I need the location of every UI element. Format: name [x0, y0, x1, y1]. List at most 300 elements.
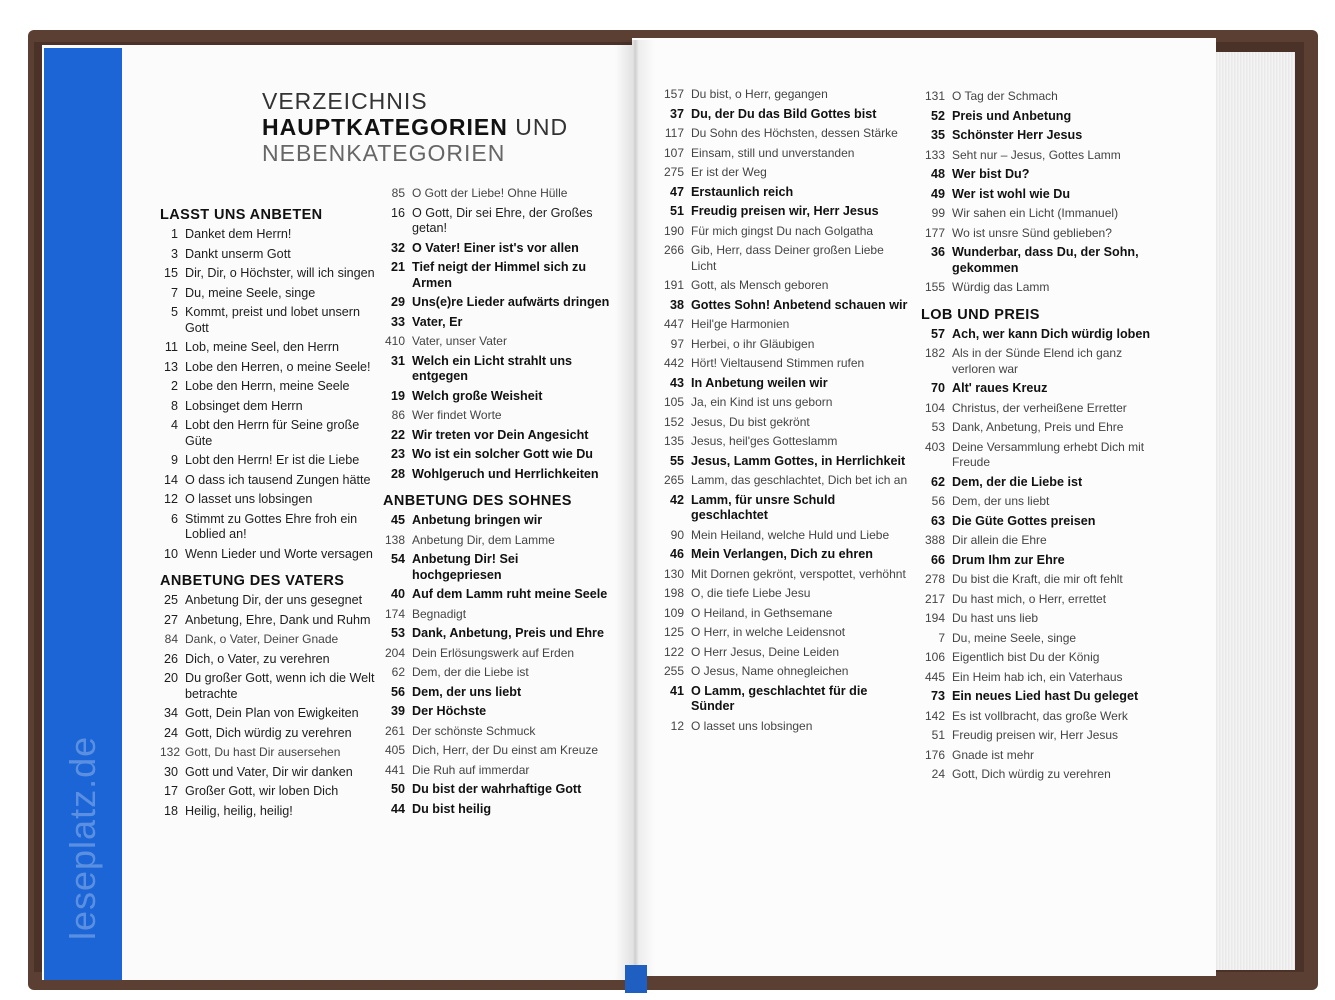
index-entry — [383, 315, 611, 331]
entry-number: 106 — [924, 650, 945, 664]
entry-number: 16 — [390, 205, 405, 220]
index-entry — [160, 492, 375, 508]
index-entry — [160, 512, 375, 543]
index-entry — [662, 664, 910, 680]
entry-number: 255 — [663, 664, 684, 678]
entry-title: Du großer Gott, wenn ich die Welt betrachte — [185, 671, 375, 701]
entry-title: Lob, meine Seel, den Herrn — [185, 340, 340, 354]
entry-title: Hört! Vieltausend Stimmen rufen — [691, 356, 865, 370]
index-entry — [383, 334, 611, 350]
entry-title: Eigentlich bist Du der König — [952, 650, 1100, 664]
index-entry — [383, 743, 611, 759]
entry-title: O lasset uns lobsingen — [691, 718, 813, 733]
entry-number: 9 — [170, 453, 178, 467]
entry-title: Ja, ein Kind ist uns geborn — [691, 395, 833, 409]
entry-title: Drum Ihm zur Ehre — [952, 552, 1065, 567]
entry-number: 405 — [384, 743, 405, 757]
entry-number: 445 — [924, 669, 945, 684]
entry-number: 204 — [384, 645, 405, 660]
index-entry — [921, 709, 1157, 725]
entry-title: Dich, Herr, der Du einst am Kreuze — [412, 743, 599, 757]
entry-number: 388 — [924, 533, 945, 547]
entry-number: 4 — [170, 418, 178, 432]
entry-number: 32 — [390, 240, 405, 255]
entry-number: 70 — [930, 381, 945, 395]
index-entry — [383, 467, 611, 483]
entry-title: Ein neues Lied hast Du geleget — [952, 689, 1139, 703]
entry-title: Wo ist unsre Sünd geblieben? — [952, 225, 1112, 240]
entry-number: 85 — [391, 186, 405, 200]
entry-title: Dem, der die Liebe ist — [412, 665, 529, 679]
index-entry — [921, 128, 1157, 144]
index-entry — [921, 109, 1157, 125]
index-entry — [383, 802, 611, 818]
index-entry — [921, 494, 1157, 510]
index-entry — [921, 611, 1157, 627]
index-entry — [662, 298, 910, 314]
entry-number: 21 — [390, 260, 405, 274]
entry-title: Dem, der uns liebt — [952, 494, 1050, 508]
entry-title: Stimmt zu Gottes Ehre froh ein Loblied an! — [185, 511, 358, 541]
index-entry — [383, 626, 611, 642]
entry-number: 51 — [669, 204, 684, 218]
entry-title: Dein Erlösungswerk auf Erden — [412, 645, 575, 660]
index-entry — [160, 266, 375, 282]
entry-title: Mein Verlangen, Dich zu ehren — [691, 547, 873, 561]
entry-title: Dankt unserm Gott — [185, 246, 291, 261]
index-entry — [662, 719, 910, 735]
index-column-4 — [921, 86, 1157, 787]
entry-number: 53 — [390, 626, 405, 640]
index-entry — [662, 165, 910, 181]
index-entry — [662, 684, 910, 715]
index-entry — [662, 376, 910, 392]
index-entry — [921, 670, 1157, 686]
entry-title: Dem, der uns liebt — [412, 684, 522, 699]
index-entry — [662, 107, 910, 123]
index-entry — [383, 763, 611, 779]
index-entry — [160, 247, 375, 263]
entry-title: Gott, Dein Plan von Ewigkeiten — [185, 706, 359, 720]
index-entry — [383, 447, 611, 463]
entry-number: 49 — [930, 186, 945, 201]
entry-number: 39 — [390, 704, 405, 718]
entry-number: 53 — [931, 420, 945, 434]
entry-number: 275 — [663, 165, 684, 179]
entry-number: 117 — [664, 126, 684, 140]
index-entry — [160, 547, 375, 563]
entry-number: 105 — [663, 395, 684, 409]
entry-number: 24 — [163, 725, 178, 740]
entry-title: O Jesus, Name ohnegleichen — [691, 664, 849, 678]
entry-title: O Tag der Schmach — [952, 89, 1058, 103]
index-entry — [921, 767, 1157, 783]
entry-number: 34 — [163, 706, 178, 720]
section-heading: ANBETUNG DES VATERS — [160, 573, 345, 589]
entry-title: Du, der Du das Bild Gottes bist — [691, 106, 877, 121]
entry-title: Jesus, Lamm Gottes, in Herrlichkeit — [691, 453, 906, 468]
entry-title: Es ist vollbracht, das große Werk — [952, 708, 1128, 723]
index-entry — [160, 418, 375, 449]
entry-number: 97 — [670, 336, 684, 351]
entry-number: 6 — [170, 511, 178, 526]
page-edges — [1205, 52, 1295, 970]
entry-title: Du hast uns lieb — [952, 611, 1039, 625]
entry-number: 19 — [390, 388, 405, 403]
entry-number: 194 — [924, 611, 945, 625]
entry-number: 26 — [163, 651, 178, 666]
index-entry — [160, 671, 375, 702]
entry-number: 90 — [670, 527, 684, 542]
entry-number: 130 — [663, 566, 684, 581]
entry-number: 86 — [391, 408, 405, 422]
entry-number: 55 — [669, 453, 684, 468]
entry-number: 15 — [163, 266, 178, 280]
index-column-1 — [160, 196, 375, 823]
entry-title: Lamm, für unsre Schuld geschlachtet — [691, 492, 836, 522]
entry-number: 3 — [170, 246, 178, 261]
entry-number: 36 — [930, 245, 945, 259]
title-line-3: NEBENKATEGORIEN — [262, 140, 506, 166]
entry-number: 135 — [663, 434, 684, 448]
entry-title: Herbei, o ihr Gläubigen — [691, 336, 815, 351]
entry-number: 37 — [669, 106, 684, 121]
index-entry — [383, 685, 611, 701]
entry-title: Anbetung Dir, dem Lamme — [412, 532, 555, 547]
entry-title: O, die tiefe Liebe Jesu — [691, 586, 811, 600]
entry-number: 23 — [390, 447, 405, 461]
index-entry — [160, 784, 375, 800]
entry-number: 138 — [384, 532, 405, 547]
entry-title: O Herr, in welche Leidensnot — [691, 625, 846, 639]
entry-number: 442 — [663, 356, 684, 370]
entry-title: Die Güte Gottes preisen — [952, 513, 1096, 528]
entry-number: 62 — [930, 474, 945, 489]
entry-title: Christus, der verheißene Erretter — [952, 400, 1127, 415]
index-entry — [383, 354, 611, 385]
entry-title: Ach, wer kann Dich würdig loben — [952, 326, 1151, 341]
entry-number: 35 — [930, 128, 945, 142]
entry-title: Dir, Dir, o Höchster, will ich singen — [185, 266, 375, 280]
entry-number: 182 — [924, 346, 945, 360]
entry-number: 46 — [669, 547, 684, 561]
entry-number: 410 — [384, 334, 405, 348]
entry-title: Schönster Herr Jesus — [952, 128, 1083, 142]
entry-title: Auf dem Lamm ruht meine Seele — [412, 587, 608, 601]
entry-number: 14 — [163, 472, 178, 487]
index-entry — [383, 646, 611, 662]
entry-title: Dank, Anbetung, Preis und Ehre — [412, 626, 604, 640]
index-entry — [383, 389, 611, 405]
entry-title: Wer findet Worte — [412, 408, 502, 422]
entry-title: Anbetung bringen wir — [412, 513, 543, 527]
entry-number: 10 — [163, 546, 178, 561]
entry-number: 174 — [384, 606, 405, 621]
index-entry — [662, 243, 910, 274]
entry-title: Dem, der die Liebe ist — [952, 474, 1083, 489]
index-entry — [383, 241, 611, 257]
entry-title: Gottes Sohn! Anbetend schauen wir — [691, 297, 908, 312]
entry-number: 54 — [390, 552, 405, 566]
entry-number: 265 — [663, 473, 684, 487]
section-heading: ANBETUNG DES SOHNES — [383, 493, 572, 509]
entry-title: Würdig das Lamm — [952, 280, 1050, 294]
index-entry — [383, 428, 611, 444]
entry-title: Heil'ge Harmonien — [691, 317, 790, 331]
index-entry — [921, 728, 1157, 744]
index-entry — [383, 607, 611, 623]
entry-number: 447 — [663, 317, 684, 331]
entry-number: 33 — [390, 314, 405, 329]
bookmark-ribbon — [625, 965, 647, 993]
entry-title: Gott und Vater, Dir wir danken — [185, 764, 353, 779]
entry-number: 25 — [163, 593, 178, 607]
entry-number: 131 — [924, 89, 945, 103]
entry-title: Dank, Anbetung, Preis und Ehre — [952, 420, 1124, 434]
entry-title: Dir allein die Ehre — [952, 533, 1047, 547]
index-entry — [662, 317, 910, 333]
entry-number: 40 — [390, 587, 405, 601]
index-entry — [662, 146, 910, 162]
index-entry — [662, 454, 910, 470]
entry-title: Du hast mich, o Herr, errettet — [952, 591, 1107, 606]
entry-number: 29 — [390, 295, 405, 309]
index-entry — [921, 440, 1157, 471]
index-entry — [160, 652, 375, 668]
index-entry — [921, 280, 1157, 296]
index-entry — [921, 401, 1157, 417]
index-entry — [160, 765, 375, 781]
entry-title: Wenn Lieder und Worte versagen — [185, 546, 373, 561]
entry-number: 266 — [663, 243, 684, 257]
entry-number: 41 — [669, 683, 684, 698]
index-entry — [160, 726, 375, 742]
entry-number: 7 — [170, 285, 178, 300]
title-rest: UND — [507, 114, 569, 140]
index-entry — [383, 533, 611, 549]
title-bold: HAUPTKATEGORIEN — [262, 114, 508, 140]
entry-number: 278 — [924, 572, 945, 586]
entry-number: 191 — [663, 278, 684, 292]
index-entry — [662, 278, 910, 294]
entry-number: 107 — [663, 145, 684, 160]
entry-title: Du Sohn des Höchsten, dessen Stärke — [691, 126, 898, 140]
entry-title: O Heiland, in Gethsemane — [691, 605, 833, 620]
entry-title: Du bist die Kraft, die mir oft fehlt — [952, 572, 1123, 586]
index-entry — [921, 346, 1157, 377]
entry-title: Du bist der wahrhaftige Gott — [412, 782, 582, 796]
entry-title: Er ist der Weg — [691, 165, 767, 179]
entry-title: Als in der Sünde Elend ich ganz verloren war — [952, 346, 1123, 376]
entry-title: Vater, unser Vater — [412, 334, 507, 348]
entry-title: O Vater! Einer ist's vor allen — [412, 240, 579, 255]
index-entry — [662, 126, 910, 142]
index-entry — [662, 204, 910, 220]
watermark: leseplatz.de — [62, 735, 103, 940]
index-entry — [383, 704, 611, 720]
index-entry — [921, 533, 1157, 549]
entry-number: 18 — [163, 803, 178, 818]
index-entry — [383, 206, 611, 237]
index-entry — [662, 567, 910, 583]
entry-title: Uns(e)re Lieder aufwärts dringen — [412, 295, 610, 309]
index-entry — [662, 493, 910, 524]
entry-number: 5 — [170, 305, 178, 319]
title-line-2 — [262, 114, 568, 140]
index-entry — [160, 453, 375, 469]
entry-title: Tief neigt der Himmel sich zu Armen — [412, 260, 587, 290]
index-entry — [160, 632, 375, 648]
index-entry — [921, 514, 1157, 530]
entry-title: Anbetung Dir! Sei hochgepriesen — [412, 552, 519, 582]
entry-title: Wer bist Du? — [952, 167, 1030, 181]
entry-number: 217 — [924, 591, 945, 606]
entry-title: Kommt, preist und lobet unsern Gott — [185, 305, 361, 335]
entry-number: 22 — [390, 427, 405, 442]
entry-number: 30 — [163, 764, 178, 779]
entry-title: Anbetung Dir, der uns gesegnet — [185, 593, 363, 607]
index-entry — [921, 420, 1157, 436]
index-entry — [383, 408, 611, 424]
entry-number: 52 — [930, 108, 945, 123]
index-entry — [921, 650, 1157, 666]
entry-title: O dass ich tausend Zungen hätte — [185, 472, 371, 487]
entry-title: Welch große Weisheit — [412, 388, 543, 403]
index-entry — [160, 305, 375, 336]
entry-number: 99 — [931, 206, 945, 220]
entry-title: Lobe den Herrn, meine Seele — [185, 379, 350, 393]
entry-title: Gnade ist mehr — [952, 747, 1035, 762]
entry-title: O Gott der Liebe! Ohne Hülle — [412, 186, 568, 200]
entry-number: 441 — [384, 762, 405, 777]
entry-number: 38 — [669, 297, 684, 312]
entry-title: Gott, Dich würdig zu verehren — [185, 725, 352, 740]
entry-title: Jesus, heil'ges Gotteslamm — [691, 434, 838, 448]
entry-number: 24 — [931, 767, 945, 781]
entry-number: 43 — [669, 375, 684, 390]
entry-title: Gott, Dich würdig zu verehren — [952, 767, 1111, 781]
index-entry — [160, 399, 375, 415]
index-entry — [662, 528, 910, 544]
entry-title: Danket dem Herrn! — [185, 227, 292, 241]
entry-title: Wir treten vor Dein Angesicht — [412, 427, 589, 442]
entry-number: 142 — [924, 708, 945, 723]
entry-number: 31 — [390, 353, 405, 368]
entry-number: 8 — [170, 398, 178, 413]
entry-number: 28 — [390, 466, 405, 481]
entry-title: O Herr Jesus, Deine Leiden — [691, 644, 840, 659]
index-entry — [383, 513, 611, 529]
index-entry — [383, 260, 611, 291]
index-column-3 — [662, 84, 910, 738]
index-entry — [921, 592, 1157, 608]
entry-number: 152 — [663, 414, 684, 429]
index-entry — [921, 689, 1157, 705]
entry-title: Lobt den Herrn! Er ist die Liebe — [185, 453, 360, 467]
entry-number: 190 — [663, 223, 684, 238]
entry-title: Deine Versammlung erhebt Dich mit Freude — [952, 439, 1145, 469]
index-entry — [160, 706, 375, 722]
entry-number: 198 — [663, 586, 684, 600]
entry-title: Für mich gingst Du nach Golgatha — [691, 223, 874, 238]
entry-number: 84 — [164, 632, 178, 646]
index-entry — [383, 724, 611, 740]
entry-title: Wer ist wohl wie Du — [952, 186, 1071, 201]
entry-title: Erstaunlich reich — [691, 184, 794, 199]
entry-number: 48 — [930, 167, 945, 181]
entry-number: 12 — [670, 718, 684, 733]
index-entry — [160, 613, 375, 629]
entry-title: Lobe den Herren, o meine Seele! — [185, 359, 371, 374]
entry-title: Welch ein Licht strahlt uns entgegen — [412, 353, 573, 383]
index-entry — [383, 665, 611, 681]
entry-number: 62 — [391, 665, 405, 679]
entry-number: 11 — [164, 340, 178, 354]
index-entry — [662, 395, 910, 411]
index-entry — [662, 224, 910, 240]
index-entry — [383, 186, 611, 202]
index-entry — [921, 187, 1157, 203]
index-entry — [921, 553, 1157, 569]
entry-title: Begnadigt — [412, 606, 467, 621]
entry-number: 157 — [663, 87, 684, 101]
entry-title: Alt' raues Kreuz — [952, 381, 1048, 395]
entry-number: 7 — [938, 630, 945, 645]
index-entry — [160, 379, 375, 395]
index-entry — [662, 606, 910, 622]
index-entry — [662, 645, 910, 661]
entry-title: Du bist heilig — [412, 801, 492, 816]
entry-number: 1 — [170, 227, 178, 241]
index-entry — [662, 586, 910, 602]
index-entry — [921, 226, 1157, 242]
entry-number: 51 — [931, 728, 945, 742]
index-entry — [383, 295, 611, 311]
entry-number: 63 — [930, 513, 945, 528]
entry-title: Wunderbar, dass Du, der Sohn, gekommen — [952, 245, 1139, 275]
index-entry — [160, 286, 375, 302]
section-heading: LOB UND PREIS — [921, 306, 1040, 323]
entry-title: Wir sahen ein Licht (Immanuel) — [952, 206, 1119, 220]
index-entry — [160, 804, 375, 820]
entry-title: Lamm, das geschlachtet, Dich bet ich an — [691, 473, 908, 487]
index-entry — [921, 381, 1157, 397]
index-entry — [662, 547, 910, 563]
entry-number: 403 — [924, 439, 945, 454]
entry-number: 109 — [663, 605, 684, 620]
entry-title: Du, meine Seele, singe — [952, 630, 1077, 645]
entry-title: Einsam, still und unverstanden — [691, 145, 855, 160]
index-entry — [921, 245, 1157, 276]
index-entry — [160, 745, 375, 761]
index-entry — [383, 587, 611, 603]
index-entry — [921, 167, 1157, 183]
entry-title: Ein Heim hab ich, ein Vaterhaus — [952, 669, 1123, 684]
entry-title: Vater, Er — [412, 314, 463, 329]
index-entry — [662, 185, 910, 201]
index-entry — [160, 227, 375, 243]
entry-number: 20 — [163, 671, 178, 685]
title-line-1: VERZEICHNIS — [262, 88, 428, 114]
entry-number: 176 — [924, 747, 945, 762]
entry-number: 13 — [163, 359, 178, 374]
index-entry — [160, 593, 375, 609]
entry-number: 66 — [930, 552, 945, 567]
entry-title: Der schönste Schmuck — [412, 723, 536, 738]
index-entry — [662, 356, 910, 372]
entry-title: O Gott, Dir sei Ehre, der Großes getan! — [412, 205, 593, 235]
entry-title: Lobsinget dem Herrn — [185, 398, 303, 413]
